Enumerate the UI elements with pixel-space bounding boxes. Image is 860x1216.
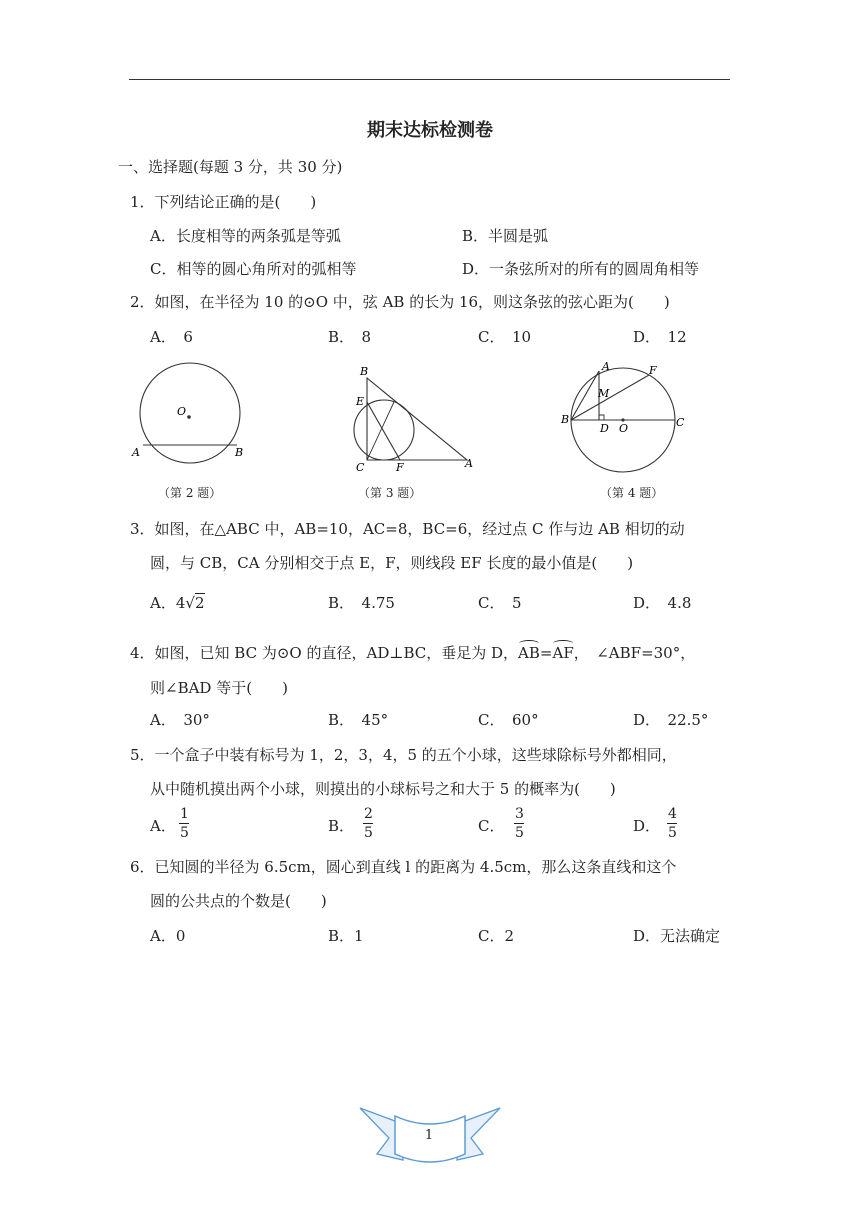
q5-option-d-label: D． (633, 817, 661, 835)
fig3-label-c: C (356, 461, 365, 474)
fig4-label-c: C (676, 416, 685, 429)
q5-option-c-label: C． (478, 817, 505, 835)
fig2-caption: （第 2 题） (158, 486, 222, 500)
figure-q3 (345, 360, 480, 475)
page-number: 1 (424, 1128, 434, 1143)
q2-option-d: D． 12 (633, 328, 687, 346)
fig3-label-e: E (356, 395, 365, 408)
fig4-label-d: D (600, 422, 609, 435)
q6-option-b: B．1 (328, 927, 364, 945)
q5-stem-line2: 从中随机摸出两个小球，则摸出的小球标号之和大于 5 的概率为( ) (150, 780, 616, 798)
section-heading: 一、选择题(每题 3 分，共 30 分) (118, 158, 343, 176)
fig4-label-m: M (598, 387, 610, 400)
q4-stem-line2: 则∠BAD 等于( ) (150, 679, 288, 697)
sqrt-radicand: 2 (194, 594, 205, 612)
q6-option-d: D．无法确定 (633, 927, 721, 945)
fig4-label-o: O (619, 422, 629, 435)
q3-option-b: B． 4.75 (328, 594, 395, 612)
q3-option-d: D． 4.8 (633, 594, 692, 612)
q4-option-b: B． 45° (328, 711, 389, 729)
q2-option-b: B． 8 (328, 328, 372, 346)
q1-option-b: B．半圆是弧 (462, 227, 549, 245)
q4-option-d: D． 22.5° (633, 711, 709, 729)
q1-option-d: D．一条弦所对的所有的圆周角相等 (462, 260, 700, 278)
q5-option-c-fraction: 3 5 (515, 806, 524, 841)
q3-option-a: A．4√2 (150, 594, 205, 612)
q5-option-b-label: B． (328, 817, 355, 835)
q5-option-b-fraction: 2 5 (364, 806, 373, 841)
fig3-label-f: F (396, 461, 404, 474)
figure-q4 (560, 360, 690, 475)
q3-stem-line2: 圆，与 CB，CA 分别相交于点 E，F，则线段 EF 长度的最小值是( ) (150, 554, 634, 572)
fig3-label-b: B (360, 365, 369, 378)
fig2-label-o: O (177, 405, 187, 418)
arc-af: AF (552, 644, 574, 662)
figure-q2 (130, 360, 255, 475)
arc-ab: AB (518, 644, 540, 662)
q3-stem-line1: 3．如图，在△ABC 中，AB=10，AC=8，BC=6，经过点 C 作与边 AB 相切的动 (130, 520, 685, 538)
q1-option-c: C．相等的圆心角所对的弧相等 (150, 260, 357, 278)
fig4-label-f: F (649, 364, 657, 377)
q4-option-c: C． 60° (478, 711, 539, 729)
q2-option-a: A． 6 (150, 328, 193, 346)
fig3-caption: （第 3 题） (358, 486, 422, 500)
q6-stem-line1: 6．已知圆的半径为 6.5cm，圆心到直线 l 的距离为 4.5cm，那么这条直线和这个 (130, 858, 677, 876)
fig4-label-b: B (561, 413, 570, 426)
q5-option-a-fraction: 1 5 (180, 806, 189, 841)
q3-option-c: C． 5 (478, 594, 522, 612)
fig3-label-a: A (465, 457, 473, 470)
q2-option-c: C． 10 (478, 328, 532, 346)
q5-stem-line1: 5．一个盒子中装有标号为 1，2，3，4，5 的五个小球，这些球除标号外都相同， (130, 746, 677, 764)
q4-stem-line1: 4．如图，已知 BC 为⊙O 的直径，AD⊥BC，垂足为 D，AB=AF， ∠ABF=30°， (130, 644, 696, 662)
fig4-caption: （第 4 题） (600, 486, 664, 500)
q1-option-a: A．长度相等的两条弧是等弧 (150, 227, 341, 245)
q6-option-a: A．0 (150, 927, 186, 945)
sqrt-sign: √ (185, 594, 195, 612)
q4-option-a: A． 30° (150, 711, 210, 729)
q1-stem: 1．下列结论正确的是( ) (130, 193, 317, 211)
fig2-label-b: B (235, 446, 244, 459)
q6-stem-line2: 圆的公共点的个数是( ) (150, 892, 327, 910)
q5-option-a-label: A． (150, 817, 176, 835)
q5-option-d-fraction: 4 5 (668, 806, 677, 841)
header-rule (129, 79, 730, 80)
fig4-label-a: A (602, 360, 610, 373)
fig2-label-a: A (132, 446, 140, 459)
page-title: 期末达标检测卷 (367, 120, 493, 141)
q6-option-c: C．2 (478, 927, 515, 945)
q2-stem: 2．如图，在半径为 10 的⊙O 中，弦 AB 的长为 16，则这条弦的弦心距为( ) (130, 293, 670, 311)
